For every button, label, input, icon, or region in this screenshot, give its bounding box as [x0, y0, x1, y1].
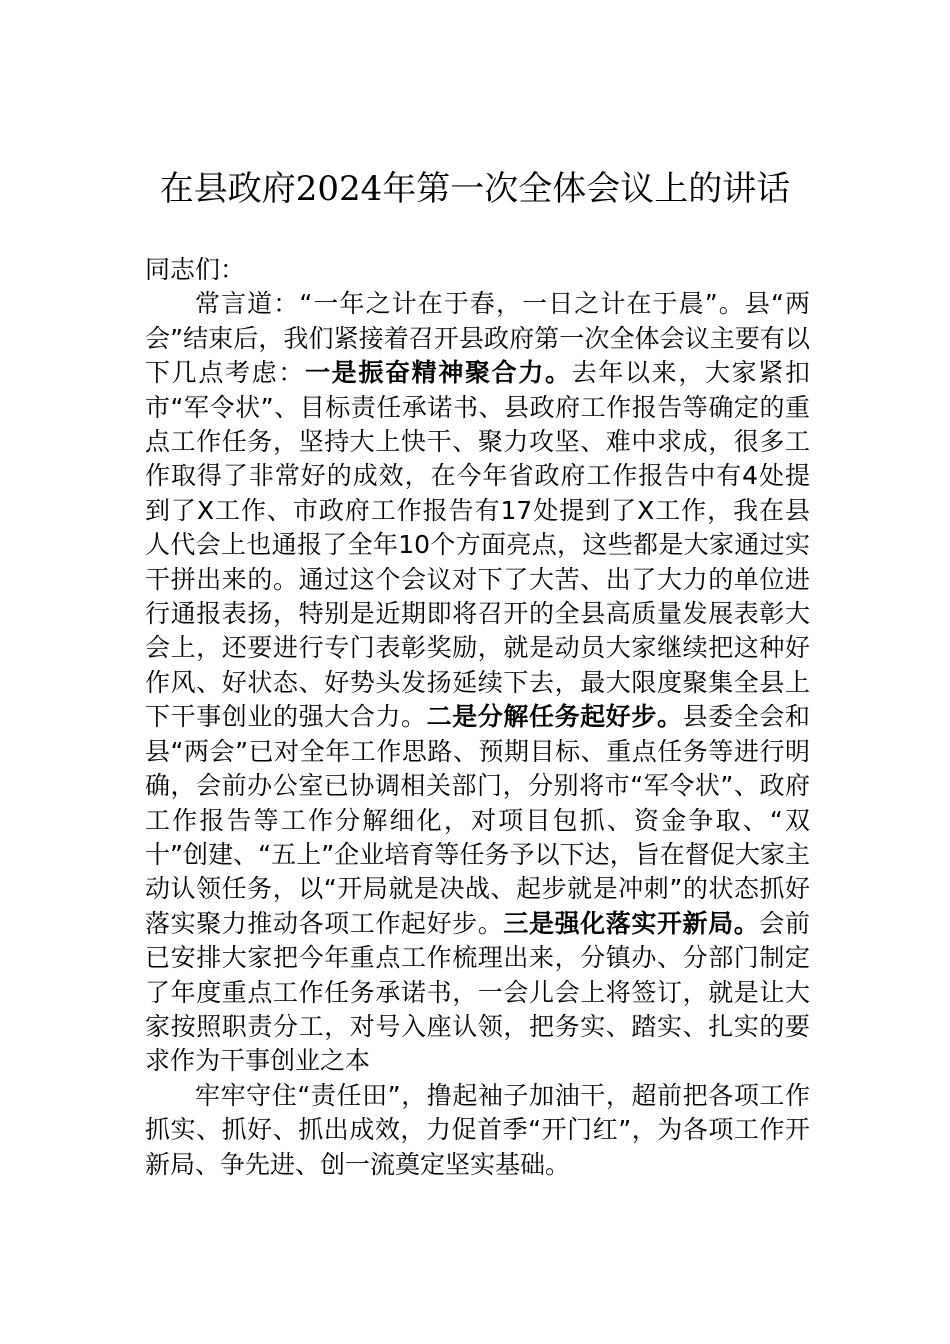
salutation: 同志们：	[145, 255, 246, 284]
paragraph-closing: 牢牢守住“责任田”，撸起袖子加油干，超前把各项工作抓实、抓好、抓出成效，力促首季“开门红”，为各项工作开新局、争先进、创一流奠定坚实基础。	[145, 1080, 810, 1179]
paragraph-text-point-one: 去年以来，大家紧扣市“军令状”、目标责任承诺书、县政府工作报告等确定的重点工作任务，坚持大上快干、聚力攻坚、难中求成，很多工作取得了非常好的成效，在今年省政府工作报告中有4处提到了X工作、市政府工作报告有17处提到了X工作，我在县人代会上也通报了全年10个方面亮点，这些都是大家通过实干拼出来的。通过这个会议对下了大苦、出了大力的单位进行通报表扬，特别是近期即将召开的全县高质量发展表彰大会上，还要进行专门表彰奖励，就是动员大家继续把这种好作风、好状态、好势头发扬延续下去，最大限度聚集全县上下干事创业的强大合力。	[145, 358, 810, 732]
highlight-point-one: 一是振奋精神聚合力。	[305, 358, 572, 388]
paragraph-text-point-three: 会前已安排大家把今年重点工作梳理出来，分镇办、分部门制定了年度重点工作任务承诺书，一会儿会上将签订，就是让大家按照职责分工，对号入座认领，把务实、踏实、扎实的要求作为干事创业之本	[145, 908, 810, 1076]
document-body	[145, 253, 810, 1182]
highlight-point-three: 三是强化落实开新局。	[503, 908, 760, 938]
paragraph-main	[145, 287, 810, 1078]
paragraph-text-point-two: 县委全会和县“两会”已对全年工作思路、预期目标、重点任务等进行明确，会前办公室已协调相关部门，分别将市“军令状”、政府工作报告等工作分解细化，对项目包抓、资金争取、“双十”创建、“五上”企业培育等任务予以下达，旨在督促大家主动认领任务，以“开局就是决战、起步就是冲刺”的状态抓好落实聚力推动各项工作起好步。	[145, 702, 810, 938]
highlight-point-two: 二是分解任务起好步。	[426, 702, 683, 732]
document-title: 在县政府2024年第一次全体会议上的讲话	[159, 169, 791, 209]
paragraph-text-intro: 常言道：“一年之计在于春，一日之计在于晨”。县“两会”结束后，我们紧接着召开县政府第一次全体会议主要有以下几点考虑：	[145, 289, 810, 388]
